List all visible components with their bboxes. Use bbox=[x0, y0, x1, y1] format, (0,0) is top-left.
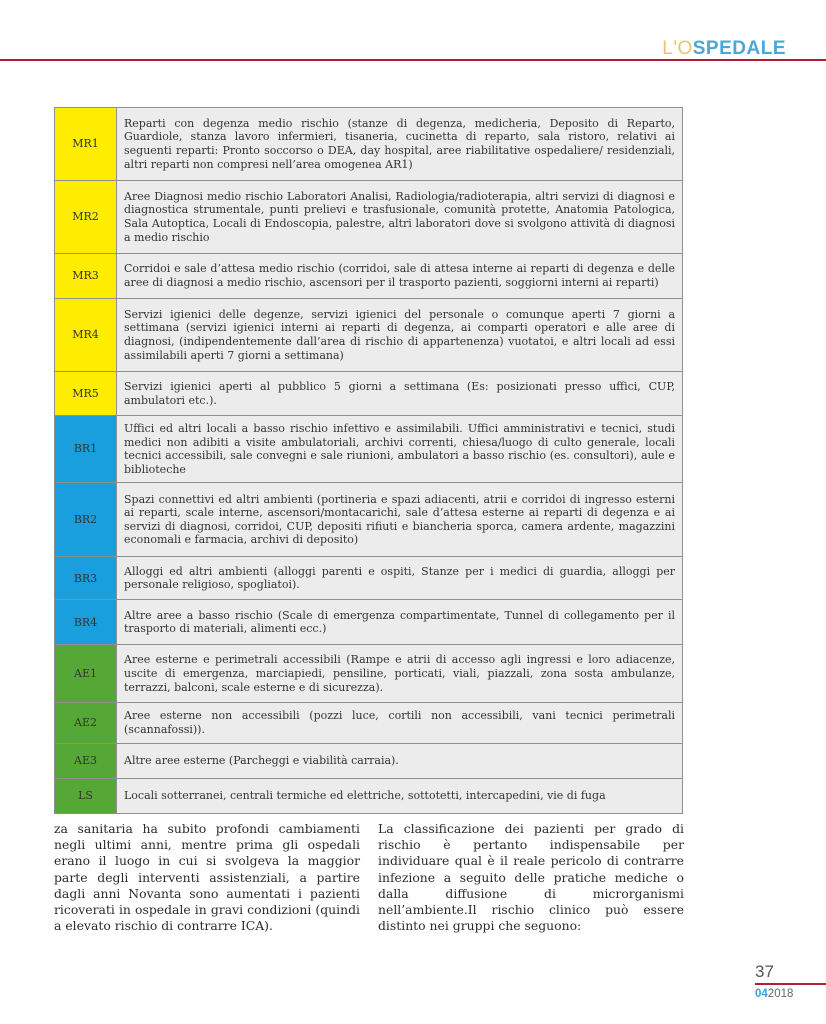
body-text-right-column: La classificazione dei pazienti per grado di rischio è pertanto indispensabile per individuare qual è il reale pericolo di contrarre infezione a seguito delle pratiche mediche o dalla diffusione di microrganismi nell’ambiente.Il rischio clinico può essere distinto nei gruppi che seguono: bbox=[378, 821, 684, 934]
table-row bbox=[55, 743, 683, 778]
table-row bbox=[55, 181, 683, 254]
zone-description: Aree Diagnosi medio rischio Laboratori Analisi, Radiologia/radioterapia, altri servizi di diagnosi e diagnostica strumentale, punti prelievi e trasfusionale, comunità protette, Anatomia Patologica, Sala Autoptica, Locali di Endoscopia, palestre, altri laboratori dove si svolgono attività di diagnosi a medio rischio bbox=[117, 181, 683, 254]
zone-description: Altre aree a basso rischio (Scale di emergenza compartimentate, Tunnel di collegamento per il trasporto di materiali, alimenti ecc.) bbox=[117, 600, 683, 645]
page-number: 37 bbox=[755, 962, 774, 981]
zone-code: LS bbox=[55, 778, 117, 813]
header-rule bbox=[0, 59, 826, 61]
zone-description: Altre aree esterne (Parcheggi e viabilità carraia). bbox=[117, 743, 683, 778]
zone-code: AE2 bbox=[55, 703, 117, 743]
zone-description: Servizi igienici aperti al pubblico 5 giorni a settimana (Es: posizionati presso uffici, CUP, ambulatori etc.). bbox=[117, 372, 683, 416]
table-row bbox=[55, 108, 683, 181]
zone-description: Alloggi ed altri ambienti (alloggi parenti e ospiti, Stanze per i medici di guardia, alloggi per personale religioso, spogliatoi). bbox=[117, 557, 683, 600]
risk-zone-table bbox=[54, 107, 683, 814]
table-row bbox=[55, 557, 683, 600]
table-row bbox=[55, 372, 683, 416]
issue-number: 04 bbox=[755, 988, 768, 1000]
zone-description: Corridoi e sale d’attesa medio rischio (corridoi, sale di attesa interne ai reparti di degenza e delle aree di diagnosi a medio rischio, ascensori per il trasporto pazienti, soggiorni interni ai reparti) bbox=[117, 254, 683, 299]
zone-description: Reparti con degenza medio rischio (stanze di degenza, medicheria, Deposito di Reparto, Guardiole, stanza lavoro infermieri, tisaneria, cucinetta di reparto, sala ristoro, relativi ai seguenti reparti: Pronto soccorso o DEA, day hospital, aree riabilitative ospedaliere/ residenziali, altri reparti non compresi nell’area omogenea AR1) bbox=[117, 108, 683, 181]
footer-rule bbox=[755, 983, 826, 985]
zone-code: AE1 bbox=[55, 645, 117, 703]
table-row bbox=[55, 299, 683, 372]
logo-title: SPEDALE bbox=[692, 38, 786, 59]
zone-description: Aree esterne non accessibili (pozzi luce, cortili non accessibili, vani tecnici perimetrali (scannafossi)). bbox=[117, 703, 683, 743]
table-row bbox=[55, 416, 683, 483]
magazine-logo bbox=[662, 38, 786, 60]
logo-prefix: L'O bbox=[662, 38, 693, 59]
zone-description: Uffici ed altri locali a basso rischio infettivo e assimilabili. Uffici amministrativi e tecnici, studi medici non adibiti a visite ambulatoriali, archivi correnti, chiesa/luogo di culto generale, locali tecnici accessibili, sale convegni e sale riunioni, ambulatori a basso rischio (es. consultori), aule e biblioteche bbox=[117, 416, 683, 483]
zone-description: Servizi igienici delle degenze, servizi igienici del personale o comunque aperti 7 giorni a settimana (servizi igienici interni ai reparti di degenza, ai comparti operatori e alle aree di diagnosi, (indipendentemente dall’area di rischio di appartenenza) vuotatoi, e altri locali ad essi assimilabili aperti 7 giorni a settimana) bbox=[117, 299, 683, 372]
zone-description: Locali sotterranei, centrali termiche ed elettriche, sottotetti, intercapedini, vie di fuga bbox=[117, 778, 683, 813]
zone-code: BR1 bbox=[55, 416, 117, 483]
issue-year: 2018 bbox=[767, 988, 794, 1000]
zone-code: MR4 bbox=[55, 299, 117, 372]
zone-description: Aree esterne e perimetrali accessibili (Rampe e atrii di accesso agli ingressi e loro adiacenze, uscite di emergenza, marciapiedi, pensiline, porticati, viali, piazzali, zona sosta ambulanze, terrazzi, balconi, scale esterne e di sicurezza). bbox=[117, 645, 683, 703]
table-row bbox=[55, 778, 683, 813]
table-row bbox=[55, 645, 683, 703]
zone-code: MR2 bbox=[55, 181, 117, 254]
zone-code: AE3 bbox=[55, 743, 117, 778]
zone-code: BR4 bbox=[55, 600, 117, 645]
zone-description: Spazi connettivi ed altri ambienti (portineria e spazi adiacenti, atrii e corridoi di ingresso esterni ai reparti, scale interne, ascensori/montacarichi, sale d’attesa esterne ai reparti di degenza e ai servizi di diagnosi, corridoi, CUP, depositi rifiuti e biancheria sporca, camera ardente, magazzini economali e farmacia, archivi di deposito) bbox=[117, 483, 683, 557]
table-row bbox=[55, 483, 683, 557]
zone-code: BR3 bbox=[55, 557, 117, 600]
table-row bbox=[55, 703, 683, 743]
issue-label bbox=[755, 988, 793, 1000]
table-row bbox=[55, 600, 683, 645]
table-row bbox=[55, 254, 683, 299]
zone-code: MR3 bbox=[55, 254, 117, 299]
zone-code: MR1 bbox=[55, 108, 117, 181]
zone-code: MR5 bbox=[55, 372, 117, 416]
body-text-left-column: za sanitaria ha subito profondi cambiamenti negli ultimi anni, mentre prima gli ospedali erano il luogo in cui si svolgeva la maggior parte degli interventi assistenziali, a partire dagli anni Novanta sono aumentati i pazienti ricoverati in ospedale in gravi condizioni (quindi a elevato rischio di contrarre ICA). bbox=[54, 821, 360, 934]
zone-code: BR2 bbox=[55, 483, 117, 557]
